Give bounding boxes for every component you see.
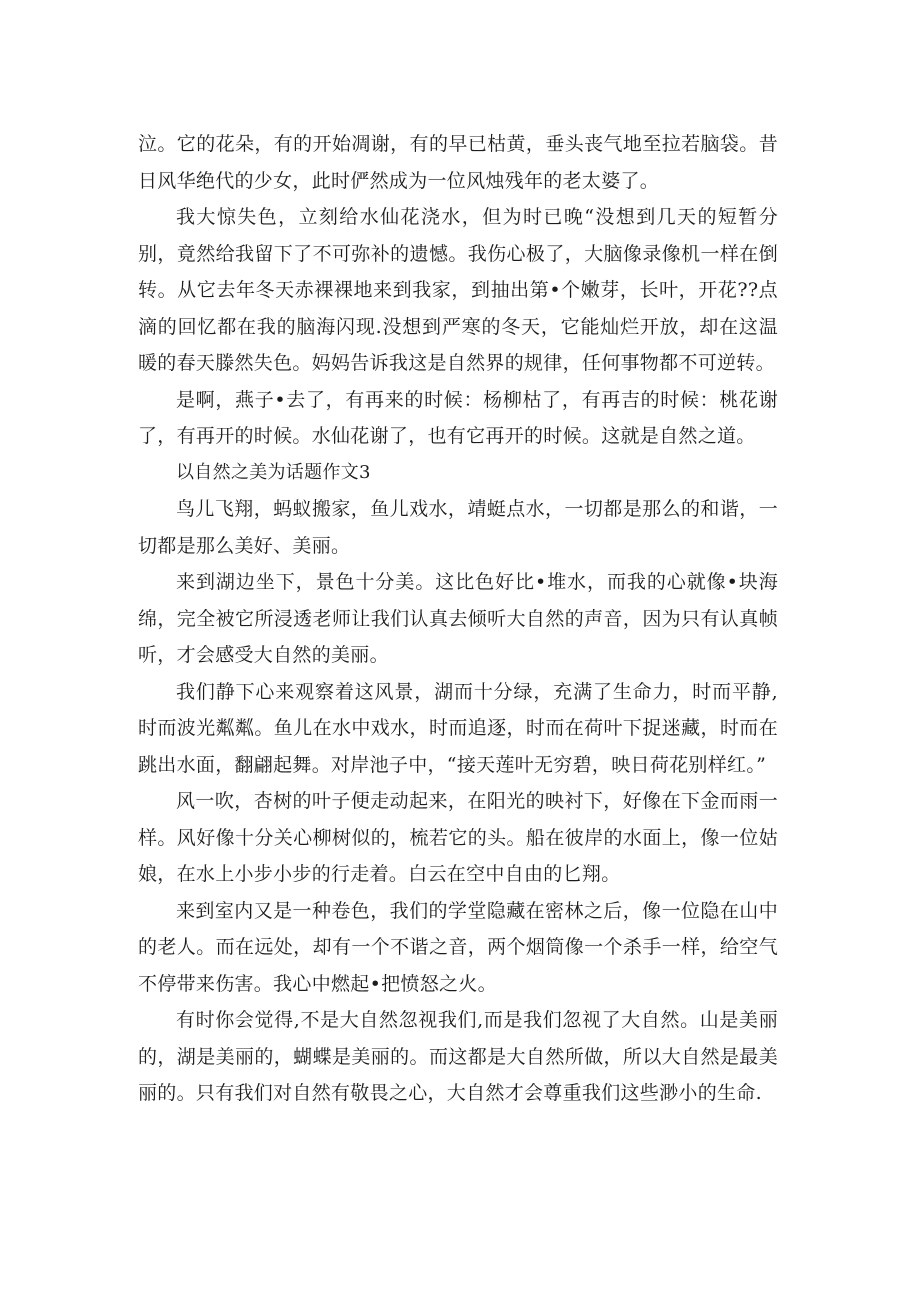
essay-heading: 以自然之美为话题作文3 (176, 461, 371, 483)
paragraph-lake-observation: 我们静下心来观察着这风景，湖而十分绿，充满了生命力，时而平静,时而波光粼粼。鱼儿在水中戏水，时而追逐，时而在荷叶下捉迷藏，时而在跳出水面，翻翩起舞。对岸池子中，“接天莲叶无穷碧，映日荷花别样红。” (138, 680, 778, 776)
paragraph-conclusion: 有时你会觉得,不是大自然忽视我们,而是我们忽视了大自然。山是美丽的，湖是美丽的，蝴蝶是美丽的。而这都是大自然所做，所以大自然是最美丽的。只有我们对自然有敬畏之心，大自然才会尊重我们这些渺小的生命. (138, 1009, 778, 1104)
paragraph-way-of-nature: 是啊，燕子•去了，有再来的时候：杨柳枯了，有再吉的时候：桃花谢了，有再开的时候。水仙花谢了，也有它再开的时候。这就是自然之道。 (138, 388, 778, 447)
paragraph-regret: 我大惊失色，立刻给水仙花浇水，但为时已晚“没想到几天的短暂分别，竟然给我留下了不可弥补的遗憾。我伤心极了，大脑像录像机一样在倒转。从它去年冬天赤裸裸地来到我家，到抽出第•个嫩芽，长叶，开花??点滴的回忆都在我的脑海闪现.没想到严寒的冬天，它能灿烂开放，却在这温暖的春天滕然失色。妈妈告诉我这是自然界的规律，任何事物都不可逆转。 (138, 206, 778, 374)
paragraph-wilting-narcissus: 泣。它的花朵，有的开始凋谢，有的早已枯黄，垂头丧气地至拉若脑袋。昔日风华绝代的少女，此时俨然成为一位风烛残年的老太婆了。 (138, 133, 778, 192)
paragraph-lakeside: 来到湖边坐下，景色十分美。这比色好比•堆水，而我的心就像•块海绵，完全被它所浸透老师让我们认真去倾听大自然的声音，因为只有认真帧听，才会感受大自然的美丽。 (138, 571, 778, 666)
essay-body (138, 126, 778, 1112)
paragraph-wind: 风一吹，杏树的叶子便走动起来，在阳光的映衬下，好像在下金而雨一样。风好像十分关心柳树似的，梳若它的头。船在彼岸的水面上，像一位姑娘，在水上小步小步的行走着。白云在空中自由的匕翔。 (138, 790, 778, 885)
paragraph-harmony: 鸟儿飞翔，蚂蚁搬家，鱼儿戏水，靖蜓点水，一切都是那么的和谐，一切都是那么美好、美丽。 (138, 498, 778, 557)
paragraph-indoors: 来到室内又是一种卷色，我们的学堂隐藏在密林之后，像一位隐在山中的老人。而在远处，却有一个不谐之音，两个烟筒像一个杀手一样，给空气不停带来伤害。我心中燃起•把愤怒之火。 (138, 899, 778, 995)
